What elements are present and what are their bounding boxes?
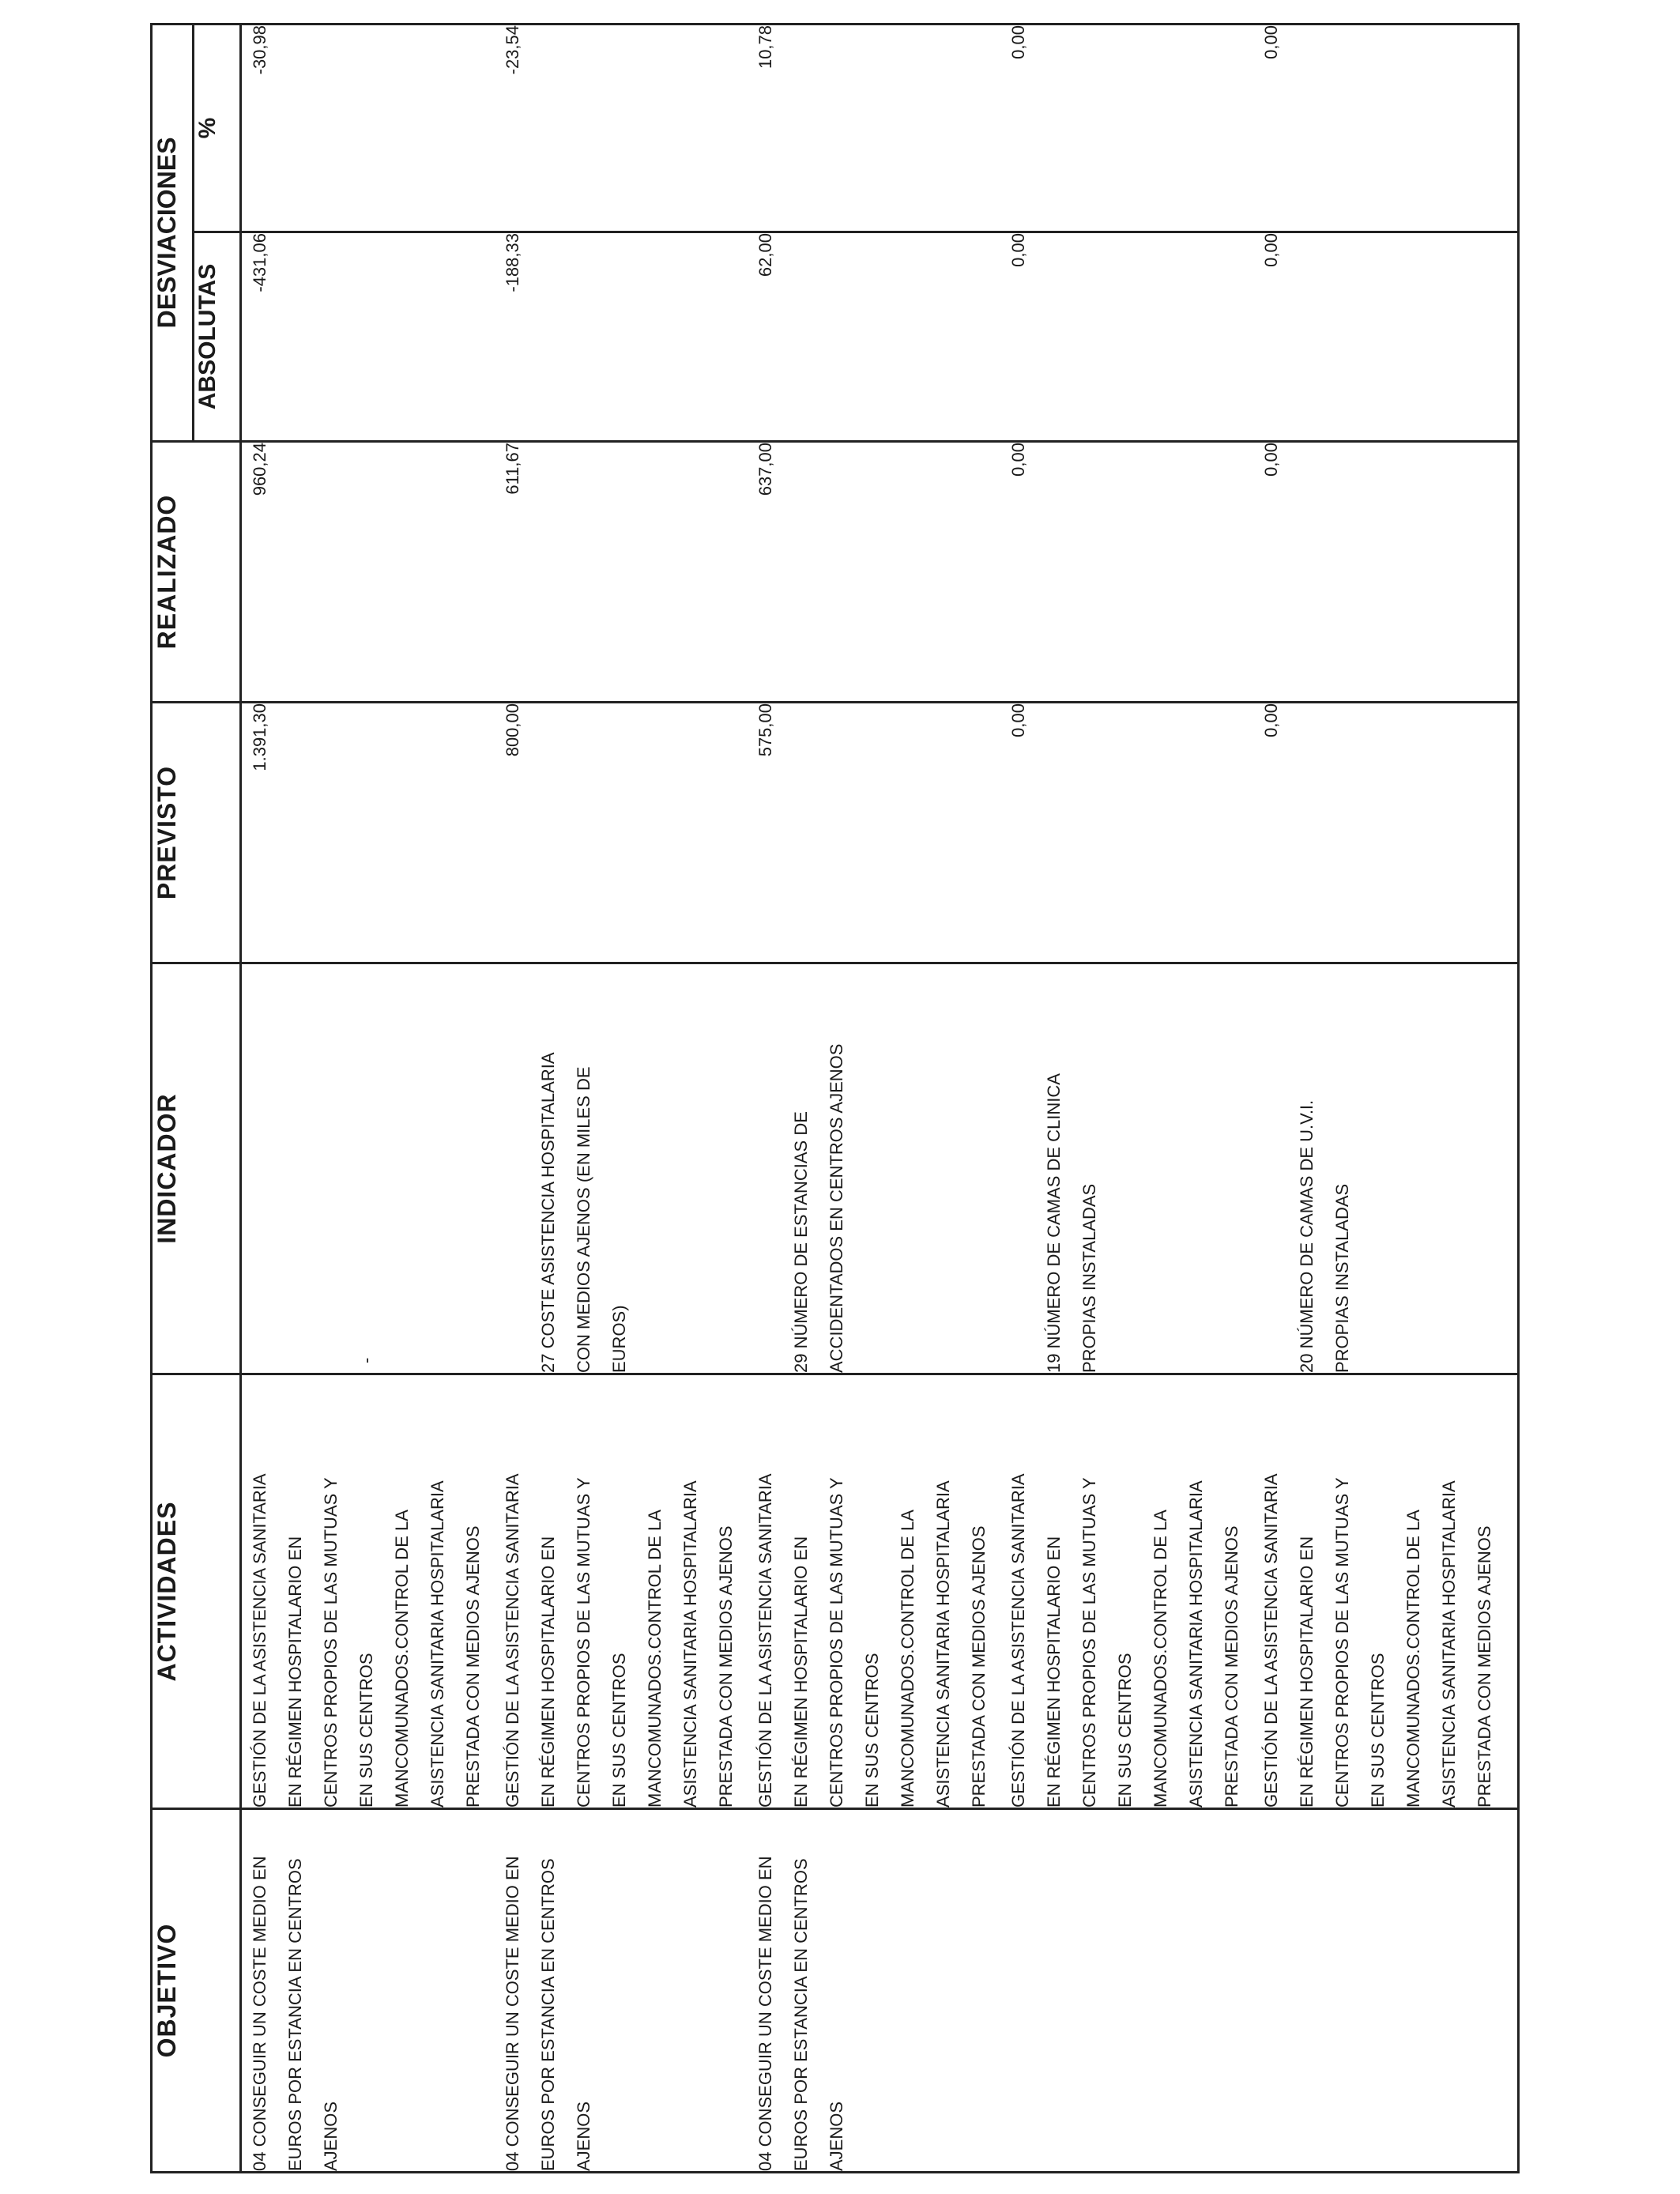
objetivo-cell bbox=[748, 1810, 1000, 2171]
absolutas-value: -188,33 bbox=[503, 233, 522, 292]
actividades-line: EN SUS CENTROS bbox=[862, 1653, 882, 1808]
header-pct: % bbox=[194, 24, 241, 232]
actividades-line: CENTROS PROPIOS DE LAS MUTUAS Y bbox=[574, 1477, 593, 1808]
realizado-value: 637,00 bbox=[755, 443, 775, 496]
previsto-value: 0,00 bbox=[1008, 703, 1028, 737]
absolutas-value: 0,00 bbox=[1008, 233, 1028, 267]
previsto-cell bbox=[748, 703, 1000, 962]
previsto-cell bbox=[495, 703, 748, 962]
objetivo-line: 04 CONSEGUIR UN COSTE MEDIO EN bbox=[755, 1856, 775, 2171]
objetivo-column bbox=[241, 1809, 1519, 2173]
actividades-line: GESTIÓN DE LA ASISTENCIA SANITARIA bbox=[755, 1473, 775, 1808]
objetivo-cell bbox=[242, 1810, 495, 2171]
objetivo-cell bbox=[1253, 1810, 1506, 2171]
pct-value: 0,00 bbox=[1008, 25, 1028, 59]
indicador-line: 29 NÚMERO DE ESTANCIAS DE bbox=[791, 1111, 811, 1373]
actividades-line: EN RÉGIMEN HOSPITALARIO EN bbox=[1044, 1536, 1064, 1808]
actividades-line: EN RÉGIMEN HOSPITALARIO EN bbox=[1297, 1536, 1317, 1808]
previsto-cell bbox=[242, 703, 495, 962]
actividades-line: EN RÉGIMEN HOSPITALARIO EN bbox=[285, 1536, 305, 1808]
previsto-value: 800,00 bbox=[503, 703, 522, 757]
indicador-cell bbox=[1000, 964, 1253, 1373]
realizado-cell bbox=[1000, 443, 1253, 701]
actividades-line: PRESTADA CON MEDIOS AJENOS bbox=[1475, 1525, 1494, 1808]
indicador-line: PROPIAS INSTALADAS bbox=[1332, 1183, 1352, 1373]
actividades-line: CENTROS PROPIOS DE LAS MUTUAS Y bbox=[1079, 1477, 1099, 1808]
objetivo-cell bbox=[1000, 1810, 1253, 2171]
actividades-line: PRESTADA CON MEDIOS AJENOS bbox=[1222, 1525, 1241, 1808]
indicador-line: 19 NÚMERO DE CAMAS DE CLINICA bbox=[1044, 1073, 1064, 1373]
indicador-cell bbox=[495, 964, 748, 1373]
actividades-line: MANCOMUNADOS.CONTROL DE LA bbox=[645, 1510, 665, 1808]
pct-cell bbox=[1253, 25, 1506, 231]
previsto-value: 1.391,30 bbox=[250, 703, 269, 771]
pct-cell bbox=[242, 25, 495, 231]
actividades-line: EN SUS CENTROS bbox=[609, 1653, 629, 1808]
actividades-cell bbox=[242, 1375, 495, 1808]
header-realizado: REALIZADO bbox=[152, 442, 241, 703]
indicador-cell bbox=[1253, 964, 1506, 1373]
pct-value: -23,54 bbox=[503, 25, 522, 75]
previsto-column bbox=[241, 703, 1519, 963]
actividades-line: MANCOMUNADOS.CONTROL DE LA bbox=[1151, 1510, 1170, 1808]
actividades-line: MANCOMUNADOS.CONTROL DE LA bbox=[1403, 1510, 1423, 1808]
absolutas-cell bbox=[495, 233, 748, 440]
realizado-cell bbox=[495, 443, 748, 701]
indicador-line: CON MEDIOS AJENOS (EN MILES DE bbox=[574, 1066, 593, 1373]
actividades-line: PRESTADA CON MEDIOS AJENOS bbox=[969, 1525, 989, 1808]
absolutas-value: 0,00 bbox=[1261, 233, 1281, 267]
actividades-line: GESTIÓN DE LA ASISTENCIA SANITARIA bbox=[503, 1473, 522, 1808]
realizado-cell bbox=[1253, 443, 1506, 701]
realizado-value: 611,67 bbox=[503, 443, 522, 495]
objetivo-line: EUROS POR ESTANCIA EN CENTROS bbox=[285, 1858, 305, 2171]
actividades-cell bbox=[748, 1375, 1000, 1808]
pct-cell bbox=[495, 25, 748, 231]
absolutas-cell bbox=[1253, 233, 1506, 440]
actividades-line: ASISTENCIA SANITARIA HOSPITALARIA bbox=[428, 1480, 447, 1808]
actividades-column bbox=[241, 1374, 1519, 1809]
objetivo-line: 04 CONSEGUIR UN COSTE MEDIO EN bbox=[250, 1856, 269, 2171]
indicador-cell bbox=[242, 964, 495, 1373]
absolutas-cell bbox=[748, 233, 1000, 440]
header-indicador: INDICADOR bbox=[152, 963, 241, 1374]
actividades-line: ASISTENCIA SANITARIA HOSPITALARIA bbox=[933, 1480, 953, 1808]
indicador-line: EUROS) bbox=[609, 1305, 629, 1373]
objetivo-line: EUROS POR ESTANCIA EN CENTROS bbox=[538, 1858, 558, 2171]
objetivo-line: AJENOS bbox=[321, 2101, 341, 2171]
absolutas-value: 62,00 bbox=[755, 233, 775, 277]
absolutas-column bbox=[241, 232, 1519, 442]
objetivo-line: AJENOS bbox=[827, 2101, 846, 2171]
realizado-value: 960,24 bbox=[250, 443, 269, 496]
indicador-dash: - bbox=[356, 1357, 376, 1363]
realizado-value: 0,00 bbox=[1008, 443, 1028, 477]
table-body-row bbox=[241, 24, 1519, 2172]
realizado-cell bbox=[242, 443, 495, 701]
pct-value: -30,98 bbox=[250, 25, 269, 75]
pct-column bbox=[241, 24, 1519, 232]
indicador-line: 27 COSTE ASISTENCIA HOSPITALARIA bbox=[538, 1052, 558, 1373]
pct-value: 10,78 bbox=[755, 25, 775, 70]
header-desviaciones: DESVIACIONES bbox=[152, 24, 194, 441]
realizado-column bbox=[241, 442, 1519, 703]
pct-cell bbox=[748, 25, 1000, 231]
actividades-cell bbox=[1000, 1375, 1253, 1808]
objetivo-line: AJENOS bbox=[574, 2101, 593, 2171]
indicador-line: PROPIAS INSTALADAS bbox=[1079, 1183, 1099, 1373]
actividades-line: EN RÉGIMEN HOSPITALARIO EN bbox=[791, 1536, 811, 1808]
actividades-line: EN SUS CENTROS bbox=[1368, 1653, 1388, 1808]
actividades-line: MANCOMUNADOS.CONTROL DE LA bbox=[392, 1510, 412, 1808]
actividades-line: EN RÉGIMEN HOSPITALARIO EN bbox=[538, 1536, 558, 1808]
absolutas-cell bbox=[1000, 233, 1253, 440]
realizado-value: 0,00 bbox=[1261, 443, 1281, 477]
actividades-line: CENTROS PROPIOS DE LAS MUTUAS Y bbox=[1332, 1477, 1352, 1808]
indicador-column bbox=[241, 963, 1519, 1374]
actividades-line: CENTROS PROPIOS DE LAS MUTUAS Y bbox=[827, 1477, 846, 1808]
absolutas-cell bbox=[242, 233, 495, 440]
previsto-value: 575,00 bbox=[755, 703, 775, 757]
previsto-value: 0,00 bbox=[1261, 703, 1281, 737]
header-previsto: PREVISTO bbox=[152, 703, 241, 963]
indicador-line: 20 NÚMERO DE CAMAS DE U.V.I. bbox=[1297, 1099, 1317, 1373]
previsto-cell bbox=[1253, 703, 1506, 962]
realizado-cell bbox=[748, 443, 1000, 701]
objetivo-line: EUROS POR ESTANCIA EN CENTROS bbox=[791, 1858, 811, 2171]
actividades-line: GESTIÓN DE LA ASISTENCIA SANITARIA bbox=[1261, 1473, 1281, 1808]
actividades-line: ASISTENCIA SANITARIA HOSPITALARIA bbox=[1186, 1480, 1206, 1808]
indicador-cell bbox=[748, 964, 1000, 1373]
header-actividades: ACTIVIDADES bbox=[152, 1374, 241, 1809]
pct-cell bbox=[1000, 25, 1253, 231]
actividades-line: ASISTENCIA SANITARIA HOSPITALARIA bbox=[1439, 1480, 1459, 1808]
actividades-line: GESTIÓN DE LA ASISTENCIA SANITARIA bbox=[1008, 1473, 1028, 1808]
actividades-line: MANCOMUNADOS.CONTROL DE LA bbox=[898, 1510, 917, 1808]
actividades-line: CENTROS PROPIOS DE LAS MUTUAS Y bbox=[321, 1477, 341, 1808]
indicator-table bbox=[150, 23, 1520, 2173]
actividades-line: GESTIÓN DE LA ASISTENCIA SANITARIA bbox=[250, 1473, 269, 1808]
indicador-line: ACCIDENTADOS EN CENTROS AJENOS bbox=[827, 1043, 846, 1373]
pct-value: 0,00 bbox=[1261, 25, 1281, 59]
actividades-line: EN SUS CENTROS bbox=[1115, 1653, 1135, 1808]
previsto-cell bbox=[1000, 703, 1253, 962]
header-objetivo: OBJETIVO bbox=[152, 1809, 241, 2173]
objetivo-cell bbox=[495, 1810, 748, 2171]
header-absolutas: ABSOLUTAS bbox=[194, 232, 241, 442]
actividades-cell bbox=[495, 1375, 748, 1808]
actividades-line: EN SUS CENTROS bbox=[356, 1653, 376, 1808]
actividades-line: ASISTENCIA SANITARIA HOSPITALARIA bbox=[680, 1480, 700, 1808]
actividades-cell bbox=[1253, 1375, 1506, 1808]
objetivo-line: 04 CONSEGUIR UN COSTE MEDIO EN bbox=[503, 1856, 522, 2171]
actividades-line: PRESTADA CON MEDIOS AJENOS bbox=[463, 1525, 483, 1808]
absolutas-value: -431,06 bbox=[250, 233, 269, 292]
actividades-line: PRESTADA CON MEDIOS AJENOS bbox=[716, 1525, 736, 1808]
